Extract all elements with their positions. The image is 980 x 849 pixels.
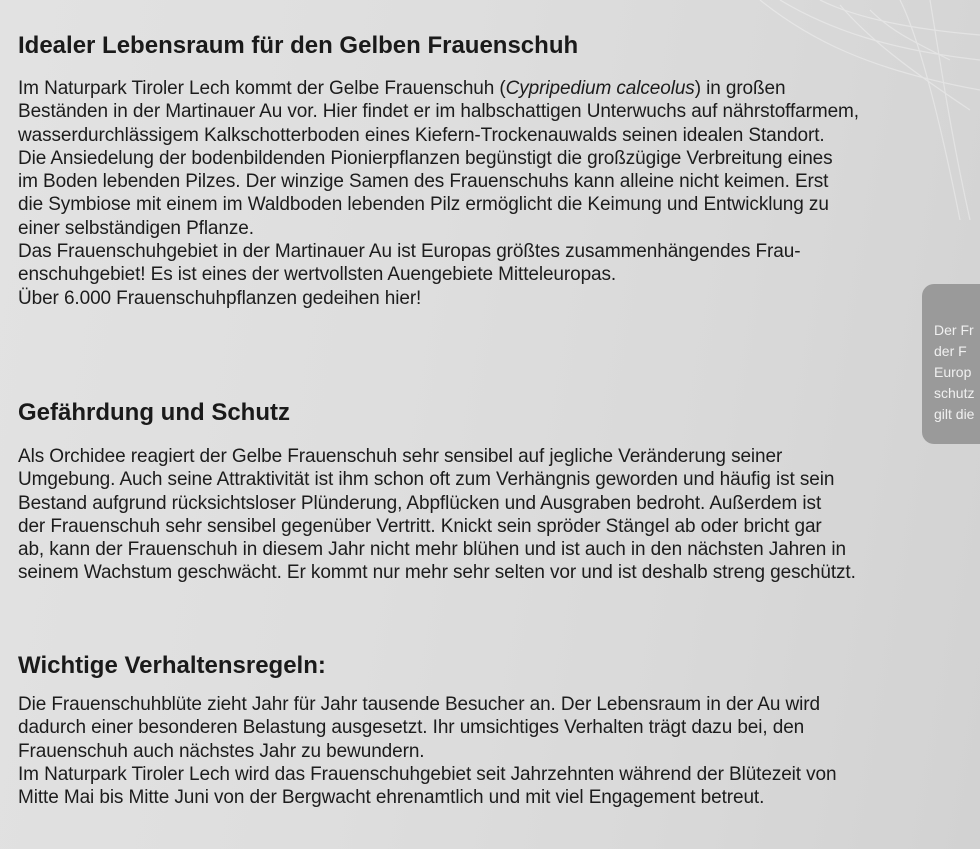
text-line: im Boden lebenden Pilzes. Der winzige Samen des Frauenschuhs kann alleine nicht keimen. Erst [18,171,829,193]
text-line: Im Naturpark Tiroler Lech kommt der Gelbe Frauenschuh (Cypripedium calceolus) in großen [18,78,786,99]
text-line: der Frauenschuh sehr sensibel gegenüber Vertritt. Knickt sein spröder Stängel ab oder bricht gar [18,515,822,537]
section-heading-gefaehrdung: Gefährdung und Schutz [18,399,290,426]
text-line: wasserdurchlässigem Kalkschotterboden eines Kiefern-Trockenauwalds seinen idealen Standort. [18,124,825,146]
text-line: Die Ansiedelung der bodenbildenden Pionierpflanzen begünstigt die großzügige Verbreitung eines [18,147,833,169]
side-info-line: Europ [934,364,972,380]
side-info-line: gilt die [934,406,975,422]
side-info-line: schutz [934,385,975,401]
text-line: einer selbständigen Pflanze. [18,217,254,239]
paragraph-gefaehrdung [18,445,856,585]
section-heading-lebensraum: Idealer Lebensraum für den Gelben Frauenschuh [18,32,579,59]
text-line: Als Orchidee reagiert der Gelbe Frauenschuh sehr sensibel auf jegliche Veränderung seiner [18,446,783,467]
side-info-box [922,284,980,444]
text-line: Die Frauenschuhblüte zieht Jahr für Jahr tausende Besucher an. Der Lebensraum in der Au wird [18,694,820,715]
latin-name: Cypripedium calceolus [505,78,695,99]
section-heading-verhaltensregeln: Wichtige Verhaltensregeln: [18,652,326,679]
text-line: seinem Wachstum geschwächt. Er kommt nur mehr sehr selten vor und ist deshalb streng geschützt. [18,562,856,584]
paragraph-lebensraum [18,77,859,310]
text-line: Über 6.000 Frauenschuhpflanzen gedeihen hier! [18,287,422,309]
side-info-line: Der Fr [934,322,974,338]
text-line: Bestand aufgrund rücksichtsloser Plünderung, Abpflücken und Ausgraben bedroht. Außerdem ist [18,492,822,514]
text-line: Frauenschuh auch nächstes Jahr zu bewundern. [18,740,425,762]
side-info-text [934,320,974,425]
side-info-line: der F [934,343,967,359]
text-line: Umgebung. Auch seine Attraktivität ist ihm schon oft zum Verhängnis geworden und häufig ist sein [18,469,835,491]
text-line: Mitte Mai bis Mitte Juni von der Bergwacht ehrenamtlich und mit viel Engagement betreut. [18,787,765,809]
text-line: Das Frauenschuhgebiet in der Martinauer Au ist Europas größtes zusammenhängendes Frau- [18,241,801,263]
text-line: ab, kann der Frauenschuh in diesem Jahr nicht mehr blühen und ist auch in den nächsten Jahren in [18,539,846,561]
text-line: Im Naturpark Tiroler Lech wird das Frauenschuhgebiet seit Jahrzehnten während der Blütezeit von [18,763,837,785]
text-line: enschuhgebiet! Es ist eines der wertvollsten Auengebiete Mitteleuropas. [18,264,617,286]
text-line: die Symbiose mit einem im Waldboden lebenden Pilz ermöglicht die Keimung und Entwicklung zu [18,194,829,216]
text-line: dadurch einer besonderen Belastung ausgesetzt. Ihr umsichtiges Verhalten trägt dazu bei, den [18,717,805,739]
text-line: Beständen in der Martinauer Au vor. Hier findet er im halbschattigen Unterwuchs auf nährstoffarmem, [18,101,859,123]
paragraph-verhaltensregeln [18,693,837,809]
